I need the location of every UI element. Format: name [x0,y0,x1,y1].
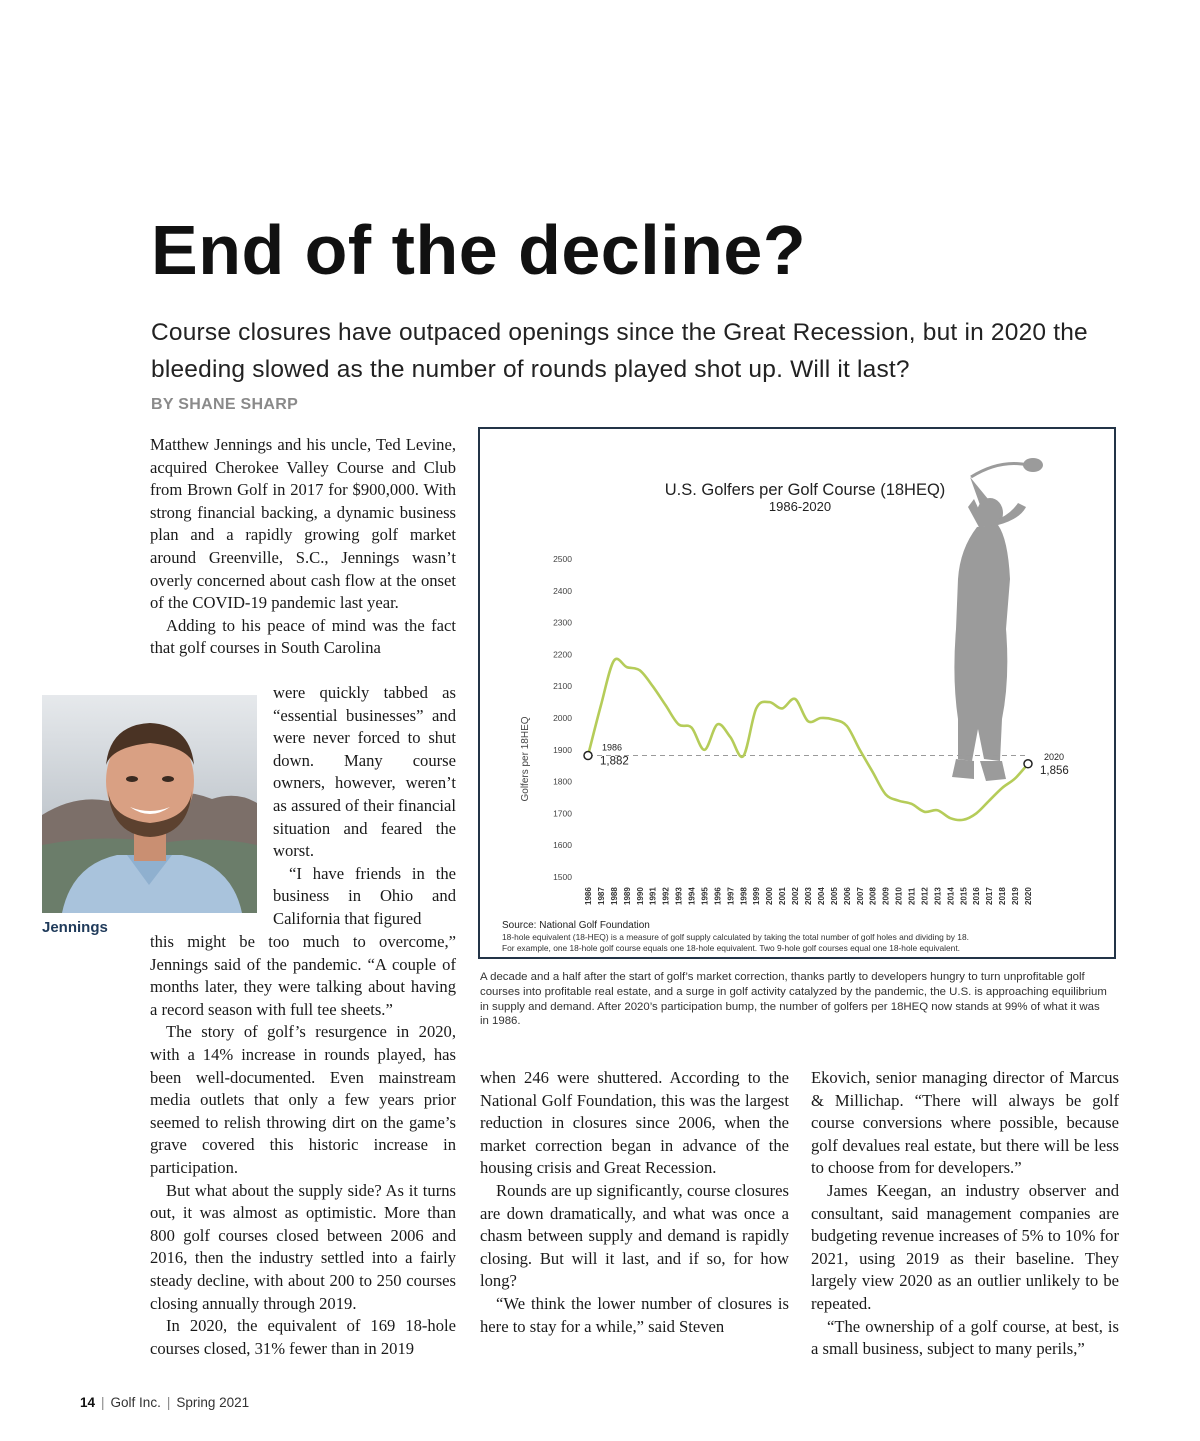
paragraph: “I have friends in the business in Ohio and California that figured [273,863,456,928]
x-tick-label: 2009 [881,887,891,905]
paragraph: this might be too much to overcome,” Jennings said of the pandemic. “A couple of months later, they were talking about having a record season with full tee sheets.” [150,932,456,1019]
x-tick-label: 2008 [868,887,878,905]
x-tick-label: 2019 [1011,887,1021,905]
y-tick-label: 2200 [553,649,572,660]
x-tick-label: 2015 [959,887,969,905]
x-tick-label: 2011 [907,887,917,905]
y-tick-label: 2500 [553,554,572,564]
x-tick-label: 1987 [596,887,606,905]
paragraph: were quickly tabbed as “essential businesses” and were never forced to shut down. Many course owners, however, weren’t as assured of their financial situation and feared the worst. [273,683,456,861]
x-tick-label: 2006 [842,887,852,905]
x-tick-label: 1990 [635,887,645,905]
portrait-photo [42,695,257,913]
annotation-end-year: 2020 [1044,751,1065,762]
x-tick-label: 1991 [648,887,658,905]
x-tick-label: 1993 [674,887,684,905]
portrait-illustration [42,695,257,913]
column-1-wrap [273,682,456,931]
x-tick-label: 2012 [920,887,930,905]
x-tick-label: 2001 [778,887,788,905]
chart-subtitle: 1986-2020 [768,499,832,514]
y-tick-label: 1700 [553,808,572,819]
x-tick-label: 2007 [855,887,865,905]
byline: BY SHANE SHARP [151,396,299,413]
y-tick-label: 2300 [553,617,572,628]
x-tick-label: 2004 [816,887,826,905]
column-2 [480,1067,789,1338]
paragraph: James Keegan, an industry observer and consultant, said management companies are budgeting revenue increases of 5% to 10% for 2021, using 2019 as their baseline. They largely view 2020 as an outlier unlikely to be repeated. [811,1180,1119,1313]
x-tick-label: 1992 [661,887,671,905]
photo-caption: Jennings [42,919,108,936]
x-tick-label: 1995 [700,887,710,905]
paragraph: Adding to his peace of mind was the fact that golf courses in South Carolina [150,615,456,658]
y-tick-label: 1900 [553,744,572,755]
chart-caption: A decade and a half after the start of golf’s market correction, thanks partly to developers hungry to turn unprofitable golf courses into profitable real estate, and a surge in golf activity catalyzed by the pandemic, the U.S. is approaching equilibrium in supply and demand. After 2020’s participation bump, the number of golfers per 18HEQ now stands at 99% of what it was in 1986. [480,971,1107,1028]
paragraph: Rounds are up significantly, course closures are down dramatically, and what was once a chasm between supply and demand is rapidly closing. But will it last, and if so, for how long? [480,1180,789,1291]
y-tick-label: 2100 [553,681,572,692]
annotation-start-year: 1986 [602,742,623,753]
headline: End of the decline? [151,211,807,289]
x-tick-label: 2002 [791,887,801,905]
x-tick-label: 2020 [1024,887,1033,905]
annotation-end-value: 1,856 [1040,764,1069,777]
paragraph: Matthew Jennings and his uncle, Ted Levine, acquired Cherokee Valley Course and Club from Brown Golf in 2017 for $900,000. With strong financial backing, a dynamic business plan and a rapidly growing golf market around Greenville, S.C., Jennings wasn’t overly concerned about cash flow at the onset of the COVID-19 pandemic last year. [150,435,456,613]
paragraph: Ekovich, senior managing director of Marcus & Millichap. “There will always be golf course conversions where possible, because golf devalues real estate, but there will be less to choose from for developers.” [811,1068,1119,1178]
paragraph: when 246 were shuttered. According to the National Golf Foundation, this was the largest reduction in closures since 2006, when the market correction began in advance of the housing crisis and Great Recession. [480,1068,789,1178]
end-point-marker [1024,760,1032,768]
x-tick-label: 1998 [739,887,749,905]
x-tick-label: 1997 [726,887,736,905]
annotation-start-value: 1,882 [600,755,629,768]
y-tick-label: 1800 [553,776,572,787]
chart-title: U.S. Golfers per Golf Course (18HEQ) [664,481,946,499]
y-tick-label: 1500 [553,872,572,882]
x-tick-label: 1994 [687,887,697,905]
page-number: 14 [80,1395,96,1410]
x-tick-label: 2000 [765,887,775,905]
column-1-bottom [150,931,456,1360]
x-tick-label: 2016 [972,887,982,905]
chart-source: Source: National Golf Foundation [502,920,650,931]
x-tick-label: 2005 [829,887,839,905]
y-tick-label: 1600 [553,840,572,851]
issue-date: Spring 2021 [176,1395,250,1410]
x-tick-label: 2003 [804,887,813,905]
x-tick-label: 2014 [946,887,956,905]
x-tick-label: 1999 [752,887,762,905]
column-3 [811,1067,1119,1361]
x-tick-label: 2017 [985,887,995,905]
chart-frame [478,427,1116,959]
deck: Course closures have outpaced openings since the Great Recession, but in 2020 the bleeding slowed as the number of rounds played shot up. Will it last? [151,319,1088,383]
chart-note-2: For example, one 18-hole golf course equals one 18-hole equivalent. Two 9-hole golf courses equal one 18-hole equivalent. [502,943,960,953]
x-tick-label: 1986 [584,887,593,905]
chart-note-1: 18-hole equivalent (18-HEQ) is a measure of golf supply calculated by taking the total number of golf holes and dividing by 18. [502,932,969,942]
paragraph: In 2020, the equivalent of 169 18-hole courses closed, 31% fewer than in 2019 [150,1316,456,1358]
page-footer: 14 | Golf Inc. | Spring 2021 [80,1395,250,1410]
start-point-marker [584,752,592,760]
y-tick-label: 2000 [553,713,572,723]
x-tick-label: 1996 [713,887,723,905]
magazine-name: Golf Inc. [110,1395,161,1410]
y-axis-label: Golfers per 18HEQ [520,716,531,802]
golfer-silhouette [952,458,1043,781]
x-tick-label: 2013 [933,887,943,905]
column-1-top [150,434,456,660]
x-tick-label: 1988 [609,887,619,905]
paragraph: “We think the lower number of closures is here to stay for a while,” said Steven [480,1293,789,1336]
x-tick-label: 1989 [622,887,632,905]
x-tick-label: 2018 [998,887,1008,905]
paragraph: The story of golf’s resurgence in 2020, with a 14% increase in rounds played, has been well-documented. Even mainstream media outlets that only a few years prior seemed to relish throwing dirt on the game’s grave covered this historic increase in participation. [150,1022,456,1177]
golfers-per-course-chart [480,429,1114,957]
x-tick-label: 2010 [894,887,904,905]
paragraph: “The ownership of a golf course, at best, is a small business, subject to many perils,” [811,1316,1119,1359]
y-tick-label: 2400 [553,585,572,596]
paragraph: But what about the supply side? As it turns out, it was almost as optimistic. More than 800 golf courses closed between 2006 and 2016, then the industry settled into a fairly steady decline, with about 200 to 250 courses closing annually through 2019. [150,1180,456,1313]
